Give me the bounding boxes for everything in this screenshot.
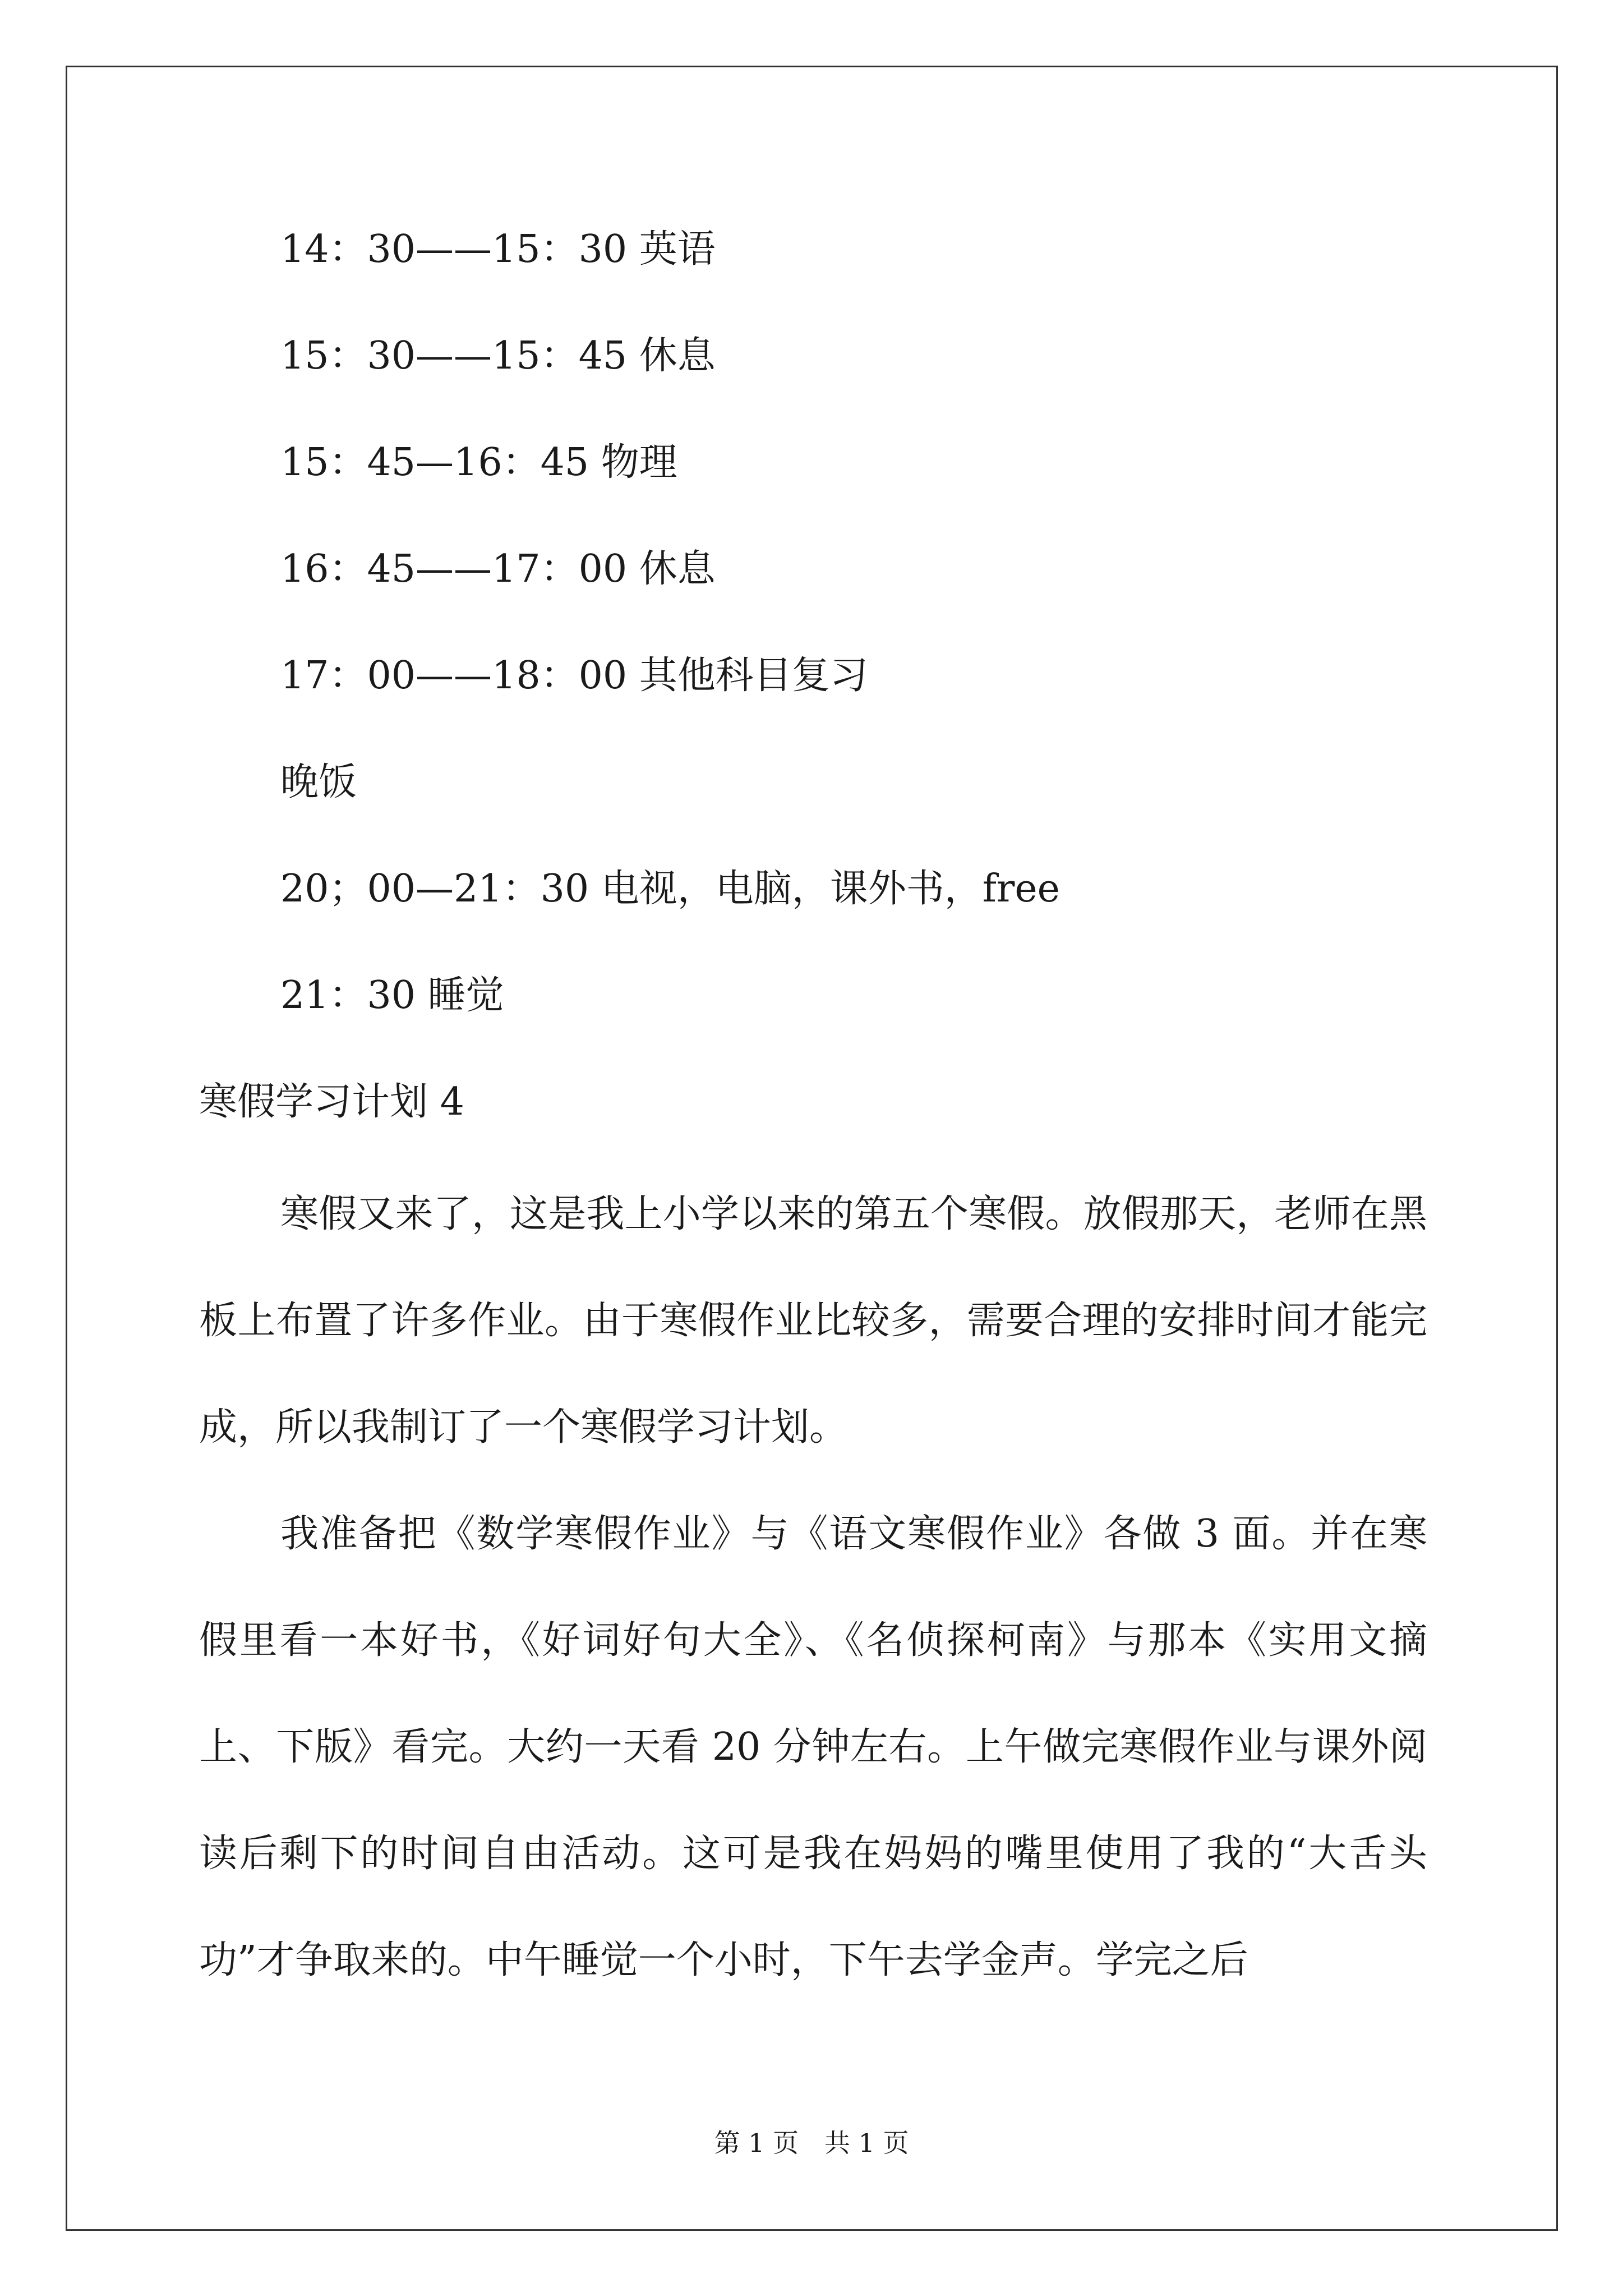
schedule-line: 14：30——15：30 英语	[280, 227, 716, 272]
schedule-line: 21：30 睡觉	[280, 973, 504, 1018]
paragraph: 我准备把《数学寒假作业》与《语文寒假作业》各做 3 面。并在寒假里看一本好书，《好词好句大全》、《名侦探柯南》与那本《实用文摘上、下版》看完。大约一天看 20 分钟左右。上午做完寒假作业与课外阅读后剩下的时间自由活动。这可是我在妈妈的嘴里使用了我的“大舌头功”才争取来的。中午睡觉一个小时，下午去学金声。学完之后	[199, 1512, 1427, 1982]
schedule-line: 17：00——18：00 其他科目复习	[280, 654, 868, 698]
schedule-line: 20；00—21：30 电视，电脑，课外书，free	[280, 867, 1060, 911]
section-title: 寒假学习计划 4	[199, 1080, 464, 1124]
schedule-line: 晚饭	[280, 760, 357, 804]
schedule-line: 15：30——15：45 休息	[280, 334, 716, 378]
schedule-line: 16：45——17：00 休息	[280, 547, 716, 591]
paragraph: 寒假又来了，这是我上小学以来的第五个寒假。放假那天，老师在黑板上布置了许多作业。由于寒假作业比较多，需要合理的安排时间才能完成，所以我制订了一个寒假学习计划。	[199, 1192, 1427, 1450]
page-footer: 第 1 页 共 1 页	[714, 2128, 909, 2158]
schedule-line: 15：45—16：45 物理	[280, 440, 677, 485]
